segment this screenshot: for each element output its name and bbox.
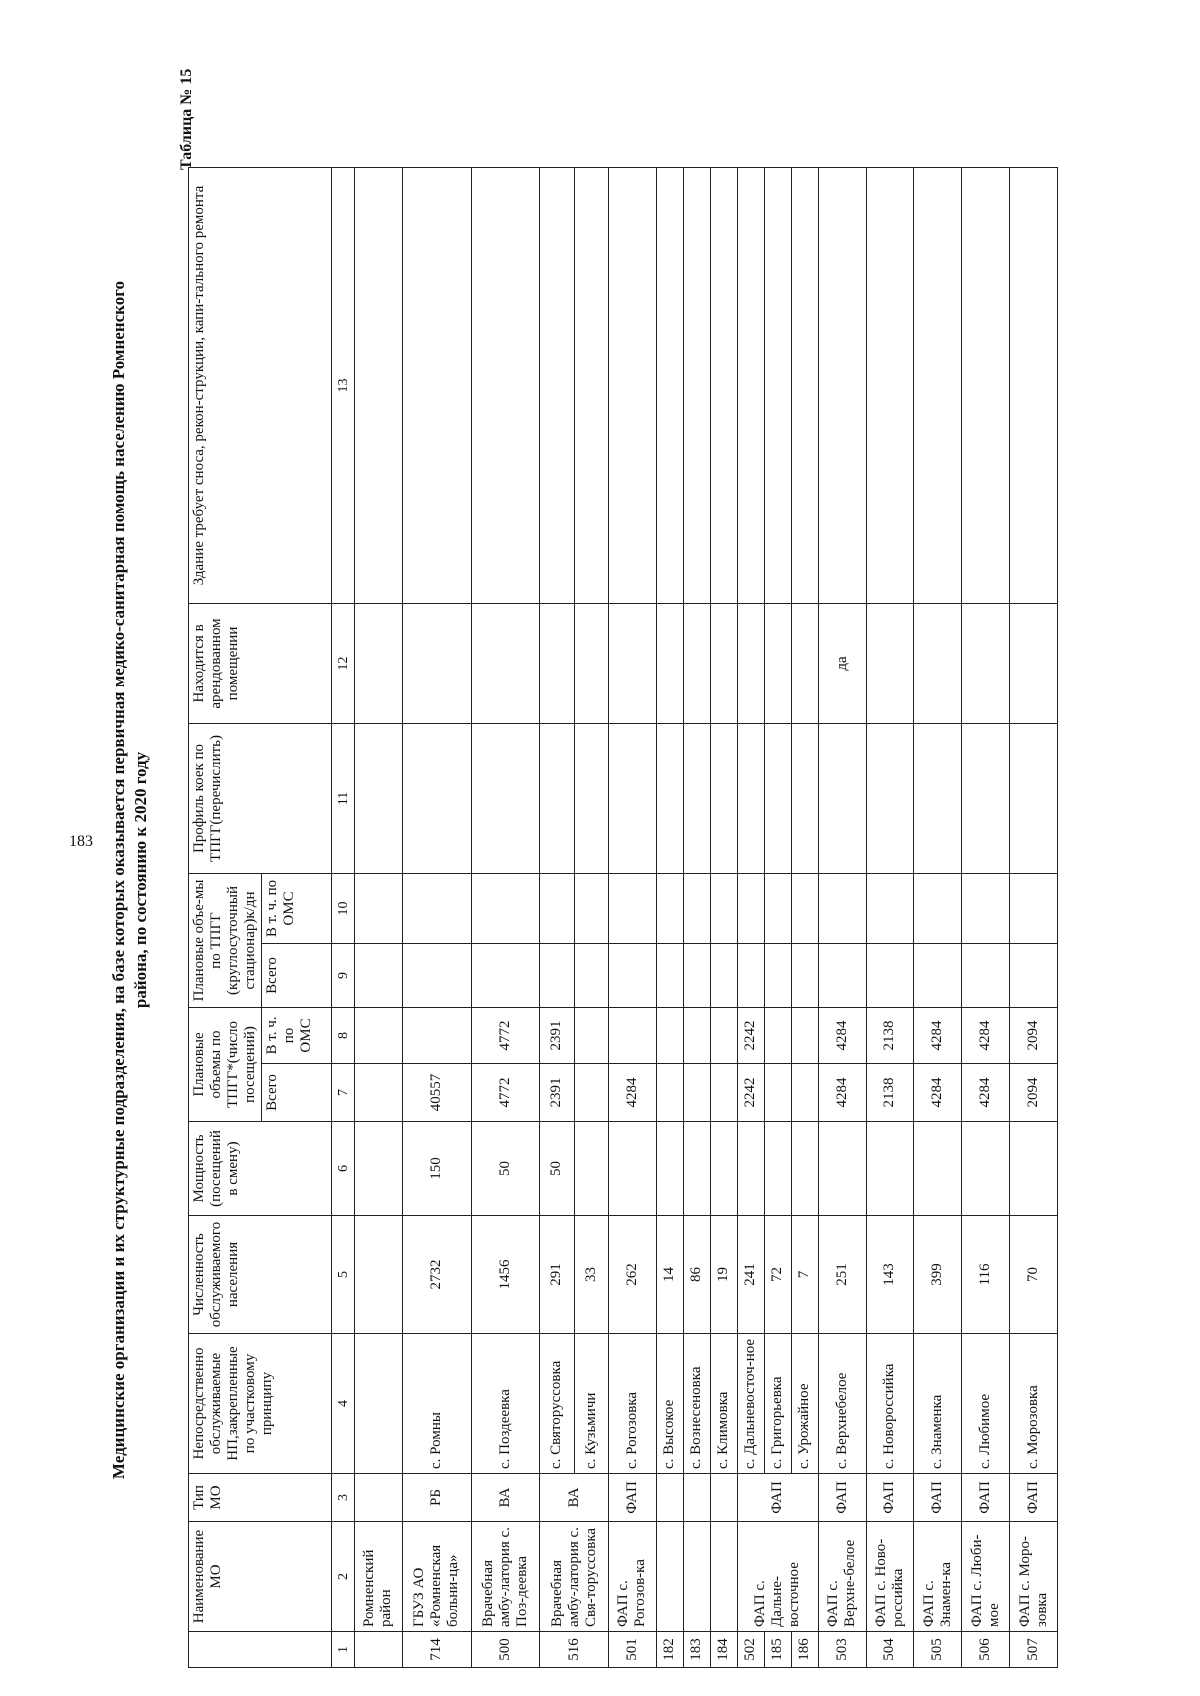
col-number: 11 (332, 723, 355, 873)
header-rented: Находится в арендованном помещении (189, 603, 332, 723)
table-row (574, 167, 608, 1667)
table-caption: Таблица № 15 (178, 68, 195, 170)
cell-visits-total: 2391 (540, 1064, 574, 1122)
cell-mo-name: ГБУЗ АО «Ромненская больни-ца» (402, 1522, 471, 1632)
cell-visits-oms: 4772 (471, 1007, 540, 1063)
table-row (402, 167, 471, 1667)
header-population: Численность обслуживаемого населения (189, 1216, 332, 1334)
document-title (108, 70, 152, 1690)
header-type-mo: Тип МО (189, 1474, 332, 1522)
cell-code: 186 (791, 1632, 818, 1668)
cell-code: 506 (962, 1632, 1010, 1668)
cell-mo-type: РБ (402, 1474, 471, 1522)
cell-mo-type: ВА (471, 1474, 540, 1522)
cell-visits-oms: 4284 (914, 1007, 962, 1063)
cell-population: 19 (710, 1216, 737, 1334)
cell-capacity: 50 (540, 1122, 574, 1216)
cell-mo-name: Ромненский район (355, 1522, 403, 1632)
col-number: 12 (332, 603, 355, 723)
cell-settlement: с. Кузьмичи (574, 1334, 608, 1474)
table-row (683, 167, 710, 1667)
col-number: 6 (332, 1122, 355, 1216)
cell-settlement: с. Знаменка (914, 1334, 962, 1474)
cell-visits-total: 40557 (402, 1064, 471, 1122)
cell-settlement: с. Ромны (402, 1334, 471, 1474)
cell-visits-total: 2094 (1010, 1064, 1058, 1122)
cell-mo-type: ФАП (608, 1474, 656, 1522)
header-row-1 (189, 167, 262, 1667)
table-container (188, 168, 1058, 1668)
cell-population: 72 (764, 1216, 791, 1334)
title-line-2: района, по состоянию к 2020 году (131, 751, 150, 1009)
cell-visits-oms: 2094 (1010, 1007, 1058, 1063)
col-number: 2 (332, 1522, 355, 1632)
cell-capacity: 50 (471, 1122, 540, 1216)
cell-visits-oms: 2242 (737, 1007, 764, 1063)
cell-code: 507 (1010, 1632, 1058, 1668)
header-settlements: Непосредственно обслуживаемые НП,закрепленные по участковому принципу (189, 1334, 332, 1474)
cell-visits-total: 2138 (866, 1064, 914, 1122)
cell-population: 262 (608, 1216, 656, 1334)
cell-visits-total: 2242 (737, 1064, 764, 1122)
cell-settlement: с. Климовка (710, 1334, 737, 1474)
cell-mo-type: ФАП (914, 1474, 962, 1522)
header-name-mo: Наименование МО (189, 1522, 332, 1632)
cell-mo-type: ФАП (1010, 1474, 1058, 1522)
cell-population: 116 (962, 1216, 1010, 1334)
cell-code: 502 (737, 1632, 764, 1668)
cell-settlement: с. Григорьевка (764, 1334, 791, 1474)
cell-settlement: с. Любимое (962, 1334, 1010, 1474)
cell-settlement: с. Верхнебелое (818, 1334, 866, 1474)
cell-population: 86 (683, 1216, 710, 1334)
table-row (540, 167, 574, 1667)
table-row (914, 167, 962, 1667)
cell-settlement: с. Рогозовка (608, 1334, 656, 1474)
cell-visits-oms: 4284 (962, 1007, 1010, 1063)
header-bed-profile: Профиль коек по ТПГГ(перечислить) (189, 723, 332, 873)
table-row (471, 167, 540, 1667)
cell-mo-type: ВА (540, 1474, 609, 1522)
header-repair: Здание требует сноса, рекон-струкции, капи-тального ремонта (189, 167, 332, 603)
cell-settlement: с. Дальневосточ-ное (737, 1334, 764, 1474)
header-inpatient-total: Всего (262, 943, 332, 1007)
col-number: 3 (332, 1474, 355, 1522)
table-row (818, 167, 866, 1667)
cell-visits-total: 4284 (818, 1064, 866, 1122)
cell-code: 184 (710, 1632, 737, 1668)
cell-population: 241 (737, 1216, 764, 1334)
header-planned-visits: Плановые объемы по ТПГГ*(число посещений) (189, 1007, 262, 1121)
column-numbers-row (332, 167, 355, 1667)
col-number: 13 (332, 167, 355, 603)
cell-population: 14 (656, 1216, 683, 1334)
col-number: 5 (332, 1216, 355, 1334)
cell-population: 399 (914, 1216, 962, 1334)
col-number: 7 (332, 1064, 355, 1122)
header-visits-total: Всего (262, 1064, 332, 1122)
cell-code: 504 (866, 1632, 914, 1668)
cell-population: 291 (540, 1216, 574, 1334)
cell-mo-type: ФАП (866, 1474, 914, 1522)
table-row (710, 167, 737, 1667)
cell-code: 183 (683, 1632, 710, 1668)
table-row (656, 167, 683, 1667)
cell-settlement: с. Новороссийка (866, 1334, 914, 1474)
header-col-1 (189, 1632, 332, 1668)
col-number: 9 (332, 943, 355, 1007)
cell-visits-oms (402, 1007, 471, 1063)
cell-mo-name: ФАП с. Люби-мое (962, 1522, 1010, 1632)
page-number: 183 (69, 833, 93, 850)
table-row (355, 167, 403, 1667)
header-inpatient-oms: В т. ч. по ОМС (262, 873, 332, 943)
cell-population: 7 (791, 1216, 818, 1334)
table-row (608, 167, 656, 1667)
cell-code: 516 (540, 1632, 609, 1668)
cell-visits-oms: 4284 (818, 1007, 866, 1063)
cell-visits-oms: 2138 (866, 1007, 914, 1063)
col-number: 1 (332, 1632, 355, 1668)
cell-code (355, 1632, 403, 1668)
cell-mo-name: Врачебная амбу-латория с. Свя-торуссовка (540, 1522, 609, 1632)
cell-mo-name: ФАП с. Верхне-белое (818, 1522, 866, 1632)
cell-population: 251 (818, 1216, 866, 1334)
cell-mo-name: ФАП с. Рогозов-ка (608, 1522, 656, 1632)
cell-rented: да (818, 603, 866, 723)
title-line-1: Медицинские организации и их структурные подразделения, на базе которых оказывается первичная медико-санитарная помощь населению Ромненского (109, 280, 128, 1480)
cell-population: 2732 (402, 1216, 471, 1334)
cell-population: 33 (574, 1216, 608, 1334)
cell-code: 505 (914, 1632, 962, 1668)
cell-population: 70 (1010, 1216, 1058, 1334)
table-row (1010, 167, 1058, 1667)
cell-mo-type: ФАП (737, 1474, 818, 1522)
cell-capacity: 150 (402, 1122, 471, 1216)
cell-visits-oms: 2391 (540, 1007, 574, 1063)
table-row (764, 167, 791, 1667)
cell-mo-name: ФАП с. Ново-российка (866, 1522, 914, 1632)
cell-settlement: с. Вознесеновка (683, 1334, 710, 1474)
cell-visits-total: 4284 (962, 1064, 1010, 1122)
cell-population: 143 (866, 1216, 914, 1334)
header-visits-oms: В т. ч. по ОМС (262, 1007, 332, 1063)
medical-organizations-table (188, 167, 1058, 1668)
cell-code: 501 (608, 1632, 656, 1668)
cell-mo-name: ФАП с. Дальне-восточное (737, 1522, 818, 1632)
cell-code: 503 (818, 1632, 866, 1668)
cell-mo-name: Врачебная амбу-латория с. Поз-деевка (471, 1522, 540, 1632)
cell-settlement: с. Урожайное (791, 1334, 818, 1474)
col-number: 10 (332, 873, 355, 943)
header-planned-inpatient: Плановые объе-мы по ТПГГ (круглосуточный стационар)к/дн (189, 873, 262, 1007)
table-row (791, 167, 818, 1667)
cell-settlement: с. Святоруссовка (540, 1334, 574, 1474)
cell-mo-name: ФАП с. Моро-зовка (1010, 1522, 1058, 1632)
cell-mo-name: ФАП с. Знамен-ка (914, 1522, 962, 1632)
cell-settlement: с. Высокое (656, 1334, 683, 1474)
table-row (866, 167, 914, 1667)
table-row (737, 167, 764, 1667)
cell-code: 185 (764, 1632, 791, 1668)
cell-mo-type: ФАП (962, 1474, 1010, 1522)
col-number: 8 (332, 1007, 355, 1063)
header-capacity: Мощность (посещений в смену) (189, 1122, 332, 1216)
cell-code: 714 (402, 1632, 471, 1668)
cell-code: 500 (471, 1632, 540, 1668)
cell-mo-type: ФАП (818, 1474, 866, 1522)
cell-settlement: с. Поздеевка (471, 1334, 540, 1474)
cell-visits-total: 4284 (914, 1064, 962, 1122)
cell-code: 182 (656, 1632, 683, 1668)
cell-visits-total: 4772 (471, 1064, 540, 1122)
cell-settlement: с. Морозовка (1010, 1334, 1058, 1474)
cell-visits-total: 4284 (608, 1064, 656, 1122)
col-number: 4 (332, 1334, 355, 1474)
cell-population: 1456 (471, 1216, 540, 1334)
table-row (962, 167, 1010, 1667)
